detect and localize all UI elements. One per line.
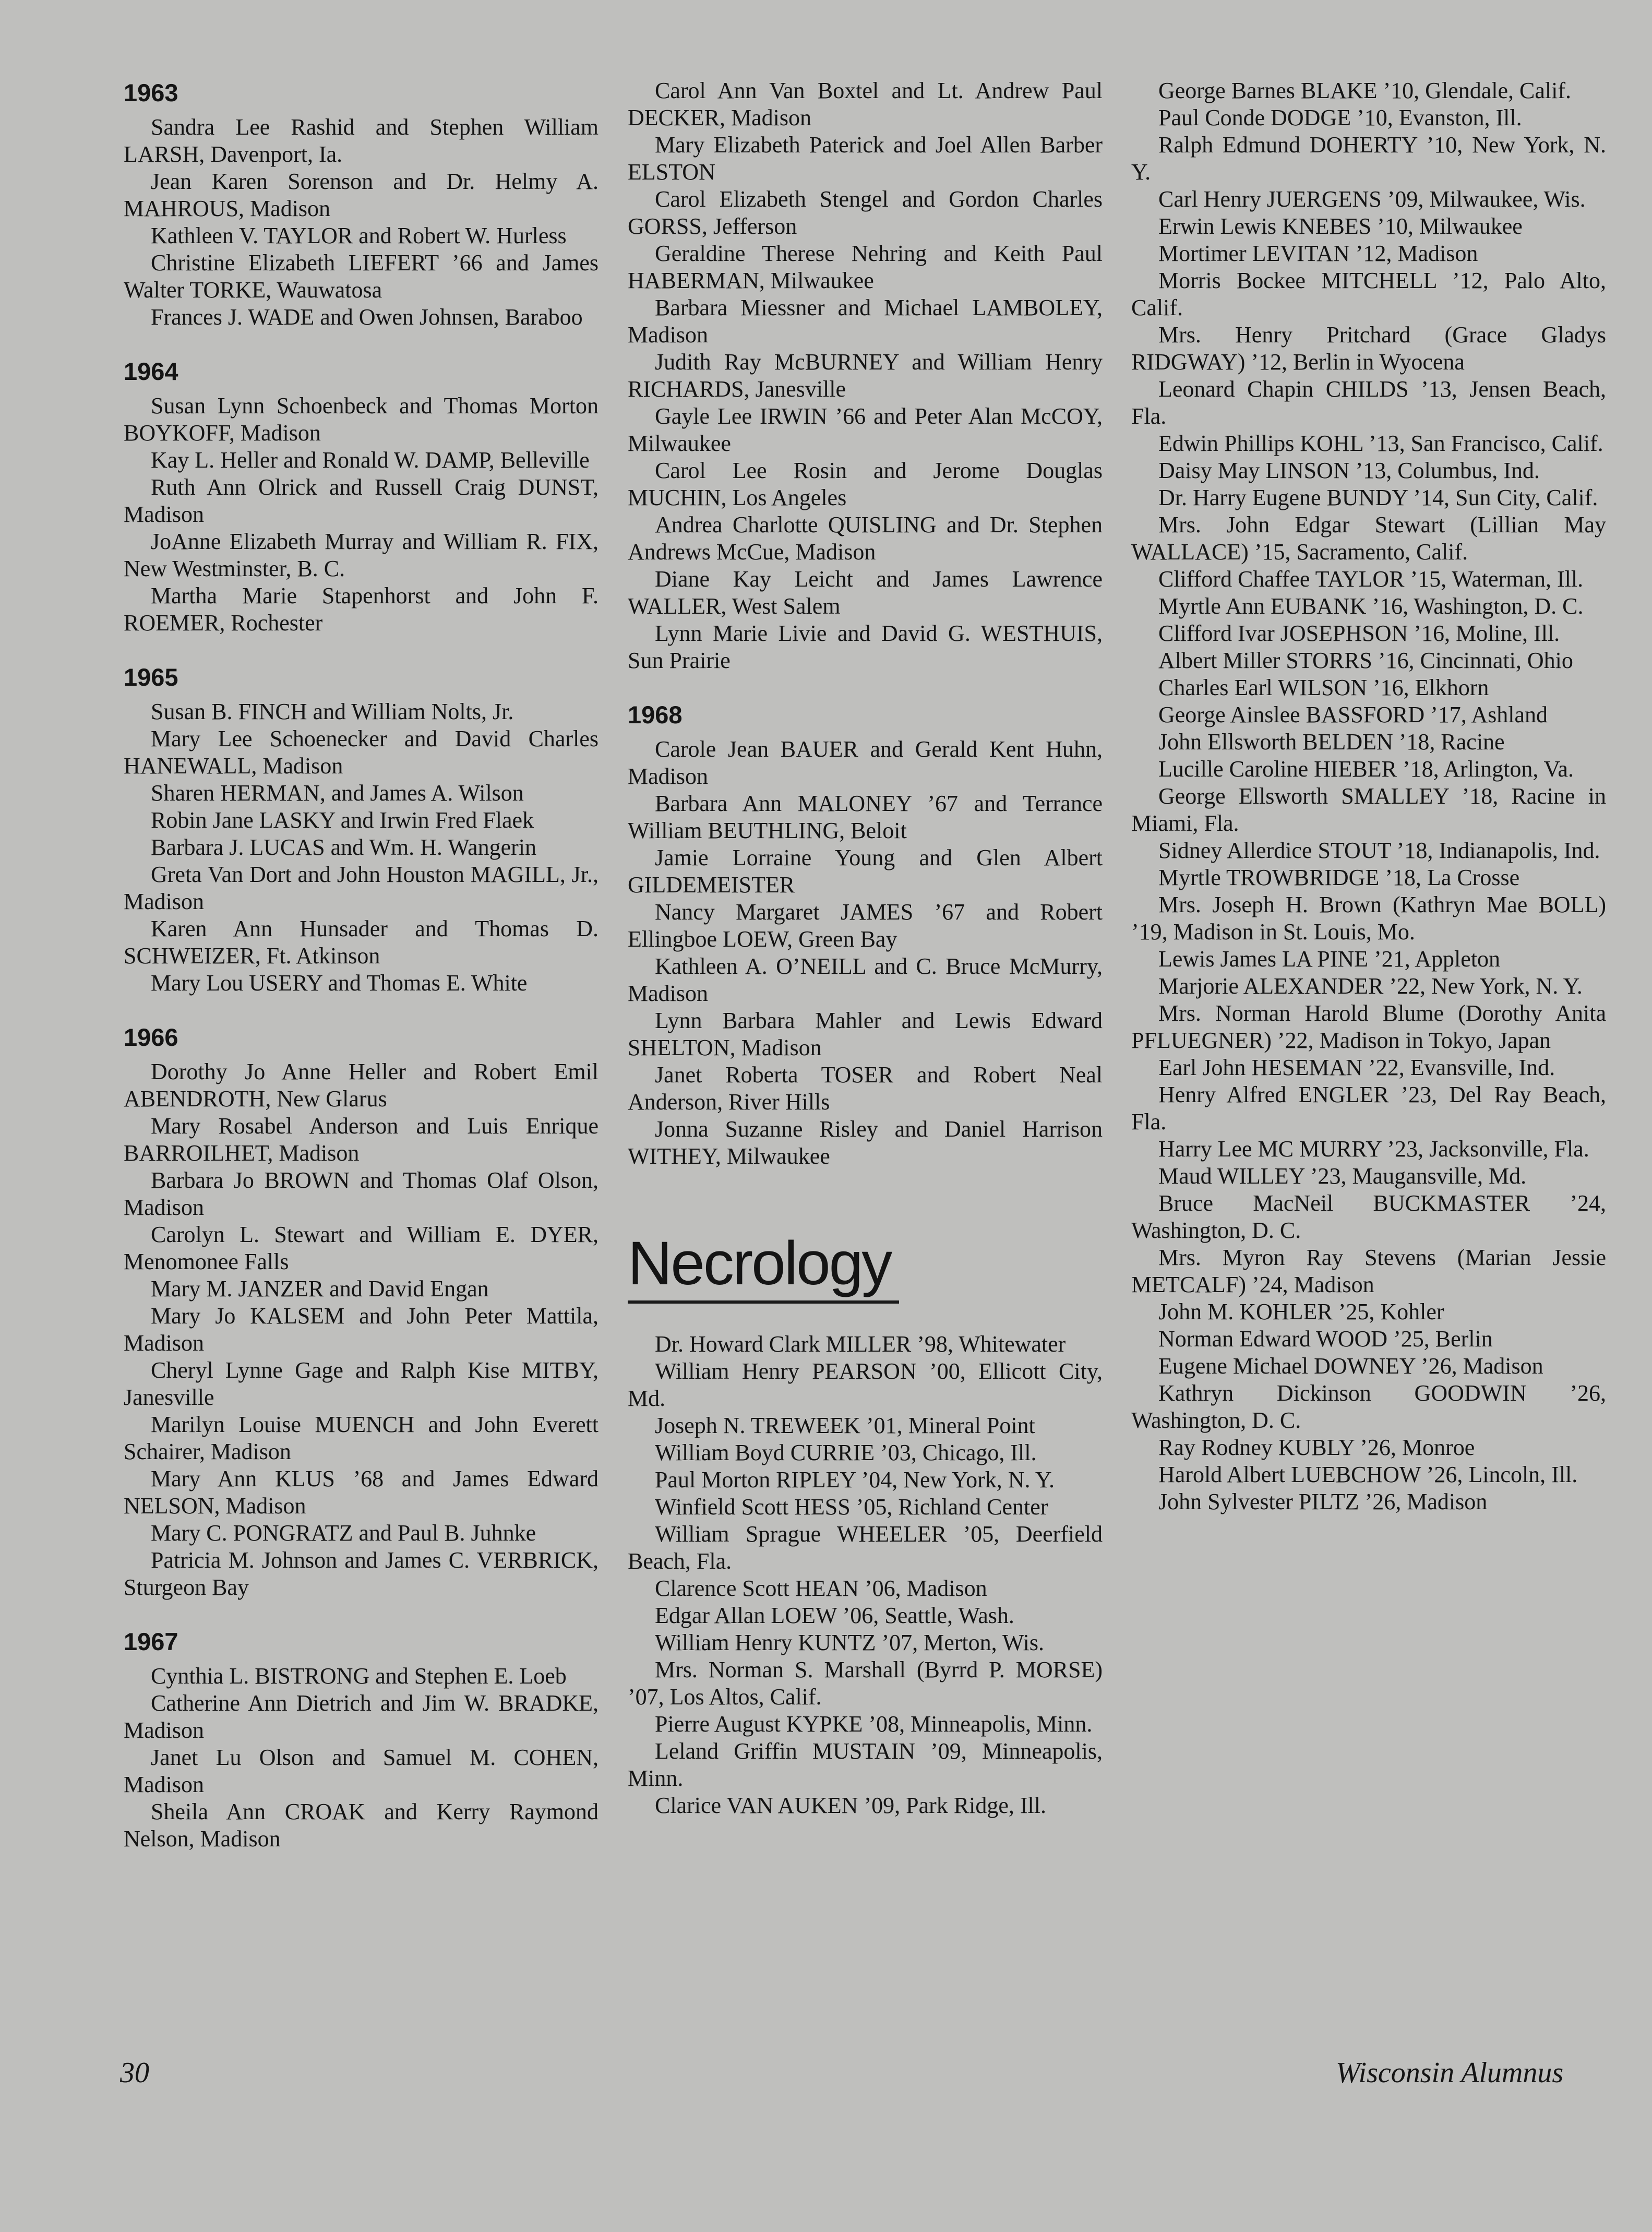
list-item: Jamie Lorraine Young and Glen Albert GILDEMEISTER [628, 845, 1103, 898]
list-item: Erwin Lewis KNEBES ’10, Milwaukee [1158, 213, 1523, 239]
page-number: 30 [120, 2057, 149, 2089]
list-item: John Sylvester PILTZ ’26, Madison [1158, 1489, 1488, 1514]
list-item: Mary Ann KLUS ’68 and James Edward NELSON, Madison [124, 1466, 598, 1519]
list-item: Carol Elizabeth Stengel and Gordon Charles GORSS, Jefferson [628, 186, 1103, 239]
list-item: Myrtle TROWBRIDGE ’18, La Crosse [1158, 865, 1520, 890]
list-item: Carl Henry JUERGENS ’09, Milwaukee, Wis. [1158, 186, 1586, 212]
list-item: Andrea Charlotte QUISLING and Dr. Stephen Andrews McCue, Madison [628, 512, 1103, 565]
list-item: John Ellsworth BELDEN ’18, Racine [1158, 729, 1505, 755]
list-item: Karen Ann Hunsader and Thomas D. SCHWEIZER, Ft. Atkinson [124, 916, 598, 969]
list-item: Cynthia L. BISTRONG and Stephen E. Loeb [151, 1663, 567, 1689]
list-item: Albert Miller STORRS ’16, Cincinnati, Ohio [1158, 648, 1573, 673]
list-item: Eugene Michael DOWNEY ’26, Madison [1158, 1353, 1543, 1379]
list-item: Harold Albert LUEBCHOW ’26, Lincoln, Ill. [1158, 1462, 1578, 1487]
year-section-1963 [124, 77, 598, 331]
list-item: Susan Lynn Schoenbeck and Thomas Morton BOYKOFF, Madison [124, 393, 598, 446]
necrology-underline [628, 1300, 899, 1304]
list-item: Lewis James LA PINE ’21, Appleton [1158, 946, 1501, 972]
list-item: Diane Kay Leicht and James Lawrence WALLER, West Salem [628, 566, 1103, 619]
list-item: Mary Elizabeth Paterick and Joel Allen Barber ELSTON [628, 132, 1103, 185]
list-item: Daisy May LINSON ’13, Columbus, Ind. [1158, 458, 1540, 483]
list-item: Sandra Lee Rashid and Stephen William LARSH, Davenport, Ia. [124, 114, 598, 167]
list-item: Barbara J. LUCAS and Wm. H. Wangerin [151, 834, 537, 860]
list-item: Pierre August KYPKE ’08, Minneapolis, Minn. [655, 1711, 1093, 1737]
list-item: Carol Lee Rosin and Jerome Douglas MUCHIN, Los Angeles [628, 458, 1103, 510]
list-item: Mary Jo KALSEM and John Peter Mattila, Madison [124, 1303, 598, 1356]
list-item: Dr. Howard Clark MILLER ’98, Whitewater [655, 1331, 1066, 1357]
list-item: George Ellsworth SMALLEY ’18, Racine in Miami, Fla. [1131, 783, 1606, 836]
list-item: Lucille Caroline HIEBER ’18, Arlington, Va. [1158, 756, 1574, 782]
year-heading: 1968 [628, 701, 683, 729]
list-item: Paul Conde DODGE ’10, Evanston, Ill. [1158, 105, 1522, 130]
list-item: Carolyn L. Stewart and William E. DYER, Menomonee Falls [124, 1222, 598, 1274]
list-item: Mary C. PONGRATZ and Paul B. Juhnke [151, 1520, 536, 1546]
list-item: Carol Ann Van Boxtel and Lt. Andrew Paul DECKER, Madison [628, 78, 1103, 130]
list-item: Barbara Jo BROWN and Thomas Olaf Olson, Madison [124, 1167, 598, 1220]
list-item: Paul Morton RIPLEY ’04, New York, N. Y. [655, 1467, 1055, 1493]
list-item: Christine Elizabeth LIEFERT ’66 and James Walter TORKE, Wauwatosa [124, 250, 598, 303]
list-item: Sharen HERMAN, and James A. Wilson [151, 780, 524, 806]
list-item: Mrs. Henry Pritchard (Grace Gladys RIDGWAY) ’12, Berlin in Wyocena [1131, 322, 1606, 375]
list-item: Kay L. Heller and Ronald W. DAMP, Belleville [151, 447, 590, 473]
list-item: Janet Lu Olson and Samuel M. COHEN, Madison [124, 1745, 598, 1797]
list-item: Mrs. Norman S. Marshall (Byrrd P. MORSE) ’07, Los Altos, Calif. [628, 1657, 1103, 1710]
list-item: William Boyd CURRIE ’03, Chicago, Ill. [655, 1440, 1037, 1465]
list-item: Ruth Ann Olrick and Russell Craig DUNST, Madison [124, 474, 598, 527]
list-item: George Barnes BLAKE ’10, Glendale, Calif. [1158, 78, 1571, 103]
year-section-1967 [124, 1626, 598, 1853]
list-item: Sheila Ann CROAK and Kerry Raymond Nelson, Madison [124, 1799, 598, 1852]
list-item: Clifford Ivar JOSEPHSON ’16, Moline, Ill. [1158, 620, 1560, 646]
list-item: Morris Bockee MITCHELL ’12, Palo Alto, Calif. [1131, 268, 1606, 320]
list-item: Kathryn Dickinson GOODWIN ’26, Washington, D. C. [1131, 1380, 1606, 1433]
list-item: Earl John HESEMAN ’22, Evansville, Ind. [1158, 1055, 1555, 1080]
list-item: Kathleen V. TAYLOR and Robert W. Hurless [151, 223, 567, 248]
list-item: William Henry KUNTZ ’07, Merton, Wis. [655, 1630, 1044, 1655]
list-item: Susan B. FINCH and William Nolts, Jr. [151, 699, 514, 724]
list-item: Sidney Allerdice STOUT ’18, Indianapolis, Ind. [1158, 838, 1600, 863]
list-item: Mary M. JANZER and David Engan [151, 1276, 489, 1302]
year-section-1968 [628, 699, 1103, 1170]
list-item: Bruce MacNeil BUCKMASTER ’24, Washington, D. C. [1131, 1190, 1606, 1243]
list-item: Mrs. Myron Ray Stevens (Marian Jessie METCALF) ’24, Madison [1131, 1245, 1606, 1297]
list-item: Marilyn Louise MUENCH and John Everett Schairer, Madison [124, 1412, 598, 1464]
list-item: Catherine Ann Dietrich and Jim W. BRADKE, Madison [124, 1690, 598, 1743]
list-item: Lynn Marie Livie and David G. WESTHUIS, Sun Prairie [628, 620, 1103, 673]
list-item: Marjorie ALEXANDER ’22, New York, N. Y. [1158, 973, 1583, 999]
list-item: Mary Rosabel Anderson and Luis Enrique BARROILHET, Madison [124, 1113, 598, 1166]
year-heading: 1964 [124, 357, 178, 385]
list-item: Ralph Edmund DOHERTY ’10, New York, N. Y. [1131, 132, 1606, 185]
list-item: Jonna Suzanne Risley and Daniel Harrison WITHEY, Milwaukee [628, 1116, 1103, 1169]
marriages-sections [628, 699, 1103, 1170]
list-item: Leonard Chapin CHILDS ’13, Jensen Beach, Fla. [1131, 376, 1606, 429]
list-item: Maud WILLEY ’23, Maugansville, Md. [1158, 1163, 1527, 1189]
list-item: Mary Lee Schoenecker and David Charles HANEWALL, Madison [124, 726, 598, 779]
list-item: William Henry PEARSON ’00, Ellicott City, Md. [628, 1358, 1103, 1411]
list-item: Ray Rodney KUBLY ’26, Monroe [1158, 1435, 1475, 1460]
list-item: George Ainslee BASSFORD ’17, Ashland [1158, 702, 1548, 727]
year-section-1966 [124, 1022, 598, 1601]
list-item: Gayle Lee IRWIN ’66 and Peter Alan McCOY, Milwaukee [628, 403, 1103, 456]
list-item: Nancy Margaret JAMES ’67 and Robert Ellingboe LOEW, Green Bay [628, 899, 1103, 952]
list-item: Robin Jane LASKY and Irwin Fred Flaek [151, 807, 534, 833]
list-item: Clifford Chaffee TAYLOR ’15, Waterman, Ill. [1158, 566, 1584, 592]
list-item: Dorothy Jo Anne Heller and Robert Emil ABENDROTH, New Glarus [124, 1059, 598, 1112]
list-item: Mrs. Norman Harold Blume (Dorothy Anita PFLUEGNER) ’22, Madison in Tokyo, Japan [1131, 1000, 1606, 1053]
column-2 [628, 77, 1103, 1819]
column-1 [124, 77, 598, 1878]
list-item: Barbara Ann MALONEY ’67 and Terrance William BEUTHLING, Beloit [628, 791, 1103, 843]
list-item: Frances J. WADE and Owen Johnsen, Baraboo [151, 304, 583, 330]
list-item: Joseph N. TREWEEK ’01, Mineral Point [655, 1413, 1035, 1438]
year-heading: 1966 [124, 1023, 178, 1051]
list-item: Judith Ray McBURNEY and William Henry RICHARDS, Janesville [628, 349, 1103, 402]
list-item: Dr. Harry Eugene BUNDY ’14, Sun City, Calif. [1158, 485, 1598, 510]
list-item: Edgar Allan LOEW ’06, Seattle, Wash. [655, 1603, 1014, 1628]
list-item: Charles Earl WILSON ’16, Elkhorn [1158, 675, 1489, 700]
list-item: Clarence Scott HEAN ’06, Madison [655, 1575, 987, 1601]
year-section-1964 [124, 356, 598, 637]
list-item: Greta Van Dort and John Houston MAGILL, Jr., Madison [124, 862, 598, 914]
list-item: Mrs. Joseph H. Brown (Kathryn Mae BOLL) ’19, Madison in St. Louis, Mo. [1131, 892, 1606, 945]
necrology-heading: Necrology [628, 1229, 891, 1298]
list-item: Barbara Miessner and Michael LAMBOLEY, Madison [628, 295, 1103, 348]
list-item: Norman Edward WOOD ’25, Berlin [1158, 1326, 1493, 1352]
list-item: Jean Karen Sorenson and Dr. Helmy A. MAHROUS, Madison [124, 169, 598, 221]
year-heading: 1965 [124, 663, 178, 691]
list-item: Kathleen A. O’NEILL and C. Bruce McMurry, Madison [628, 953, 1103, 1006]
list-item: Lynn Barbara Mahler and Lewis Edward SHELTON, Madison [628, 1008, 1103, 1060]
year-heading: 1967 [124, 1628, 178, 1655]
necrology-list [628, 1331, 1103, 1819]
list-item: John M. KOHLER ’25, Kohler [1158, 1299, 1444, 1324]
year-section-1965 [124, 662, 598, 997]
list-item: Harry Lee MC MURRY ’23, Jacksonville, Fla. [1158, 1136, 1589, 1162]
list-item: Edwin Phillips KOHL ’13, San Francisco, Calif. [1158, 431, 1603, 456]
list-item: Janet Roberta TOSER and Robert Neal Anderson, River Hills [628, 1062, 1103, 1115]
list-item: Patricia M. Johnson and James C. VERBRICK, Sturgeon Bay [124, 1547, 598, 1600]
list-item: Mrs. John Edgar Stewart (Lillian May WALLACE) ’15, Sacramento, Calif. [1131, 512, 1606, 565]
list-item: Leland Griffin MUSTAIN ’09, Minneapolis, Minn. [628, 1738, 1103, 1791]
marriages-1967-continued [628, 77, 1103, 674]
list-item: Clarice VAN AUKEN ’09, Park Ridge, Ill. [655, 1793, 1046, 1818]
list-item: Carole Jean BAUER and Gerald Kent Huhn, Madison [628, 736, 1103, 789]
list-item: Martha Marie Stapenhorst and John F. ROEMER, Rochester [124, 583, 598, 636]
list-item: William Sprague WHEELER ’05, Deerfield Beach, Fla. [628, 1521, 1103, 1574]
list-item: Winfield Scott HESS ’05, Richland Center [655, 1494, 1048, 1520]
list-item: Mary Lou USERY and Thomas E. White [151, 970, 528, 996]
list-item: Geraldine Therese Nehring and Keith Paul HABERMAN, Milwaukee [628, 241, 1103, 293]
necrology-list-continued [1131, 77, 1606, 1515]
publication-name: Wisconsin Alumnus [1336, 2057, 1564, 2089]
year-heading: 1963 [124, 79, 178, 106]
list-item: JoAnne Elizabeth Murray and William R. FIX, New Westminster, B. C. [124, 529, 598, 581]
column-3 [1131, 77, 1606, 1515]
list-item: Henry Alfred ENGLER ’23, Del Ray Beach, Fla. [1131, 1082, 1606, 1135]
list-item: Mortimer LEVITAN ’12, Madison [1158, 241, 1478, 266]
list-item: Myrtle Ann EUBANK ’16, Washington, D. C. [1158, 593, 1584, 619]
list-item: Cheryl Lynne Gage and Ralph Kise MITBY, Janesville [124, 1357, 598, 1410]
